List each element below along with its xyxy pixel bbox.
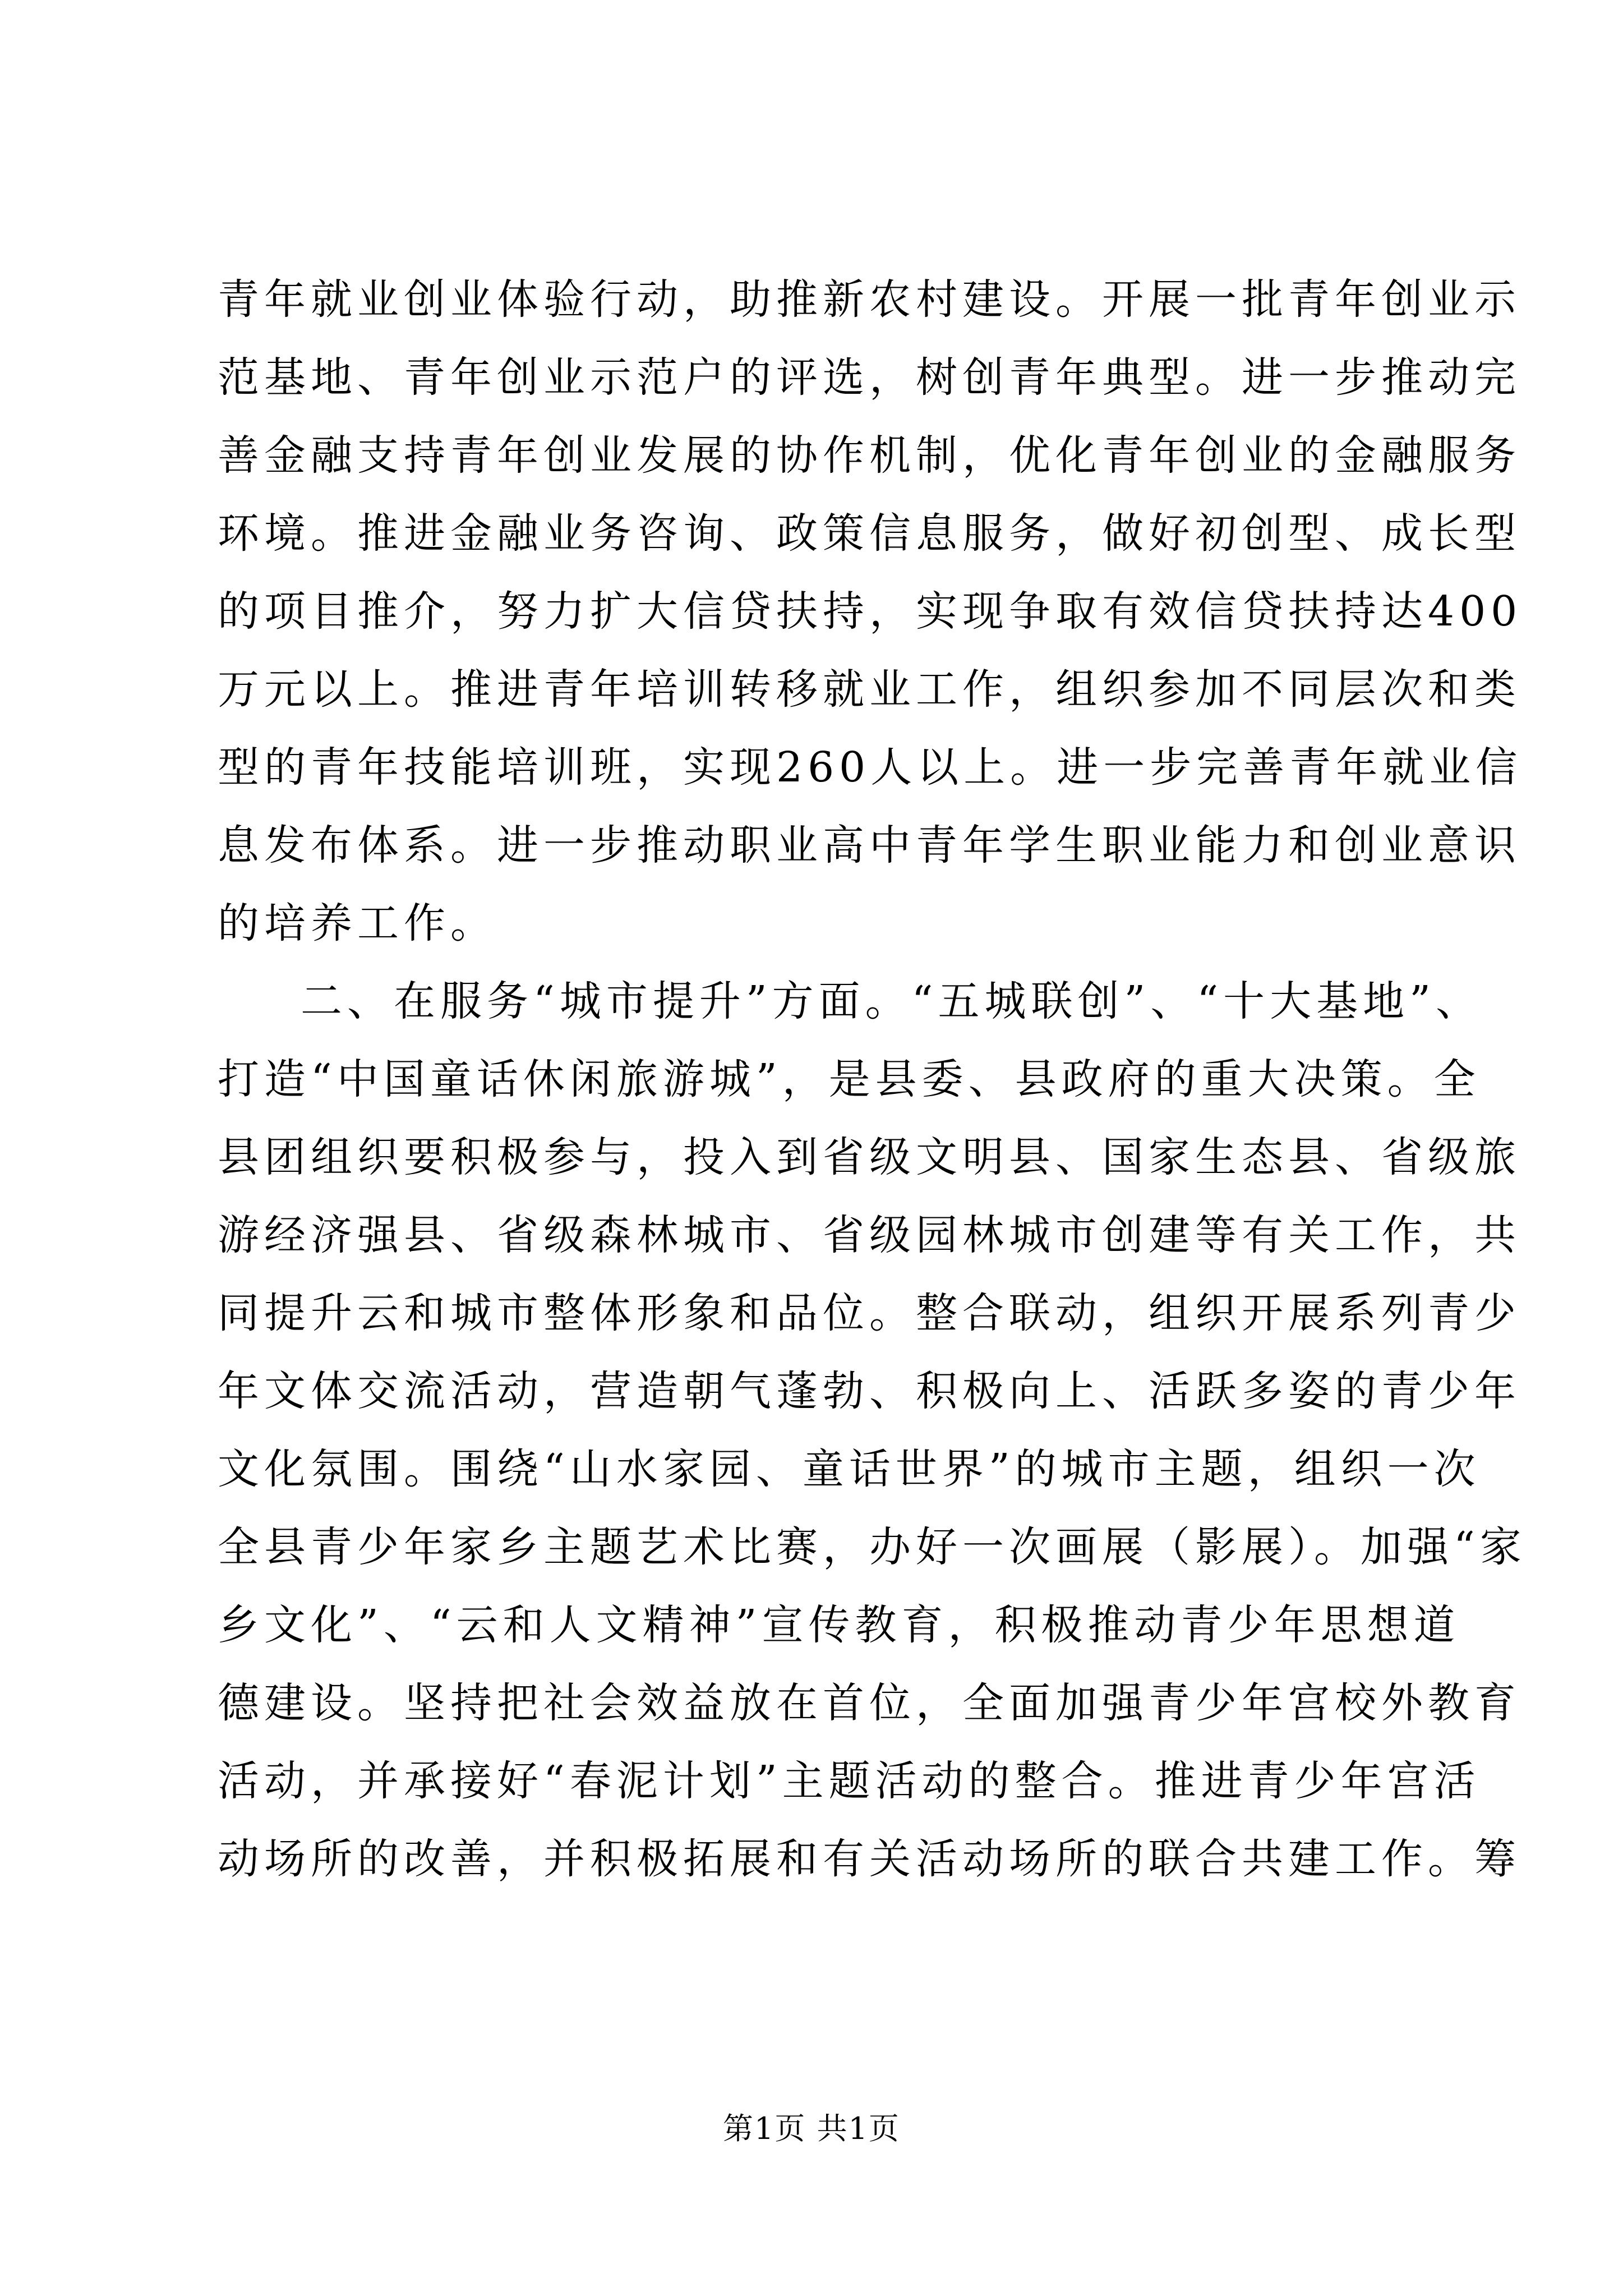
page-footer (0, 2109, 1623, 2148)
text-line: 打造“中国童话休闲旅游城”，是县委、县政府的重大决策。全 (218, 1055, 1481, 1103)
paragraph-heading: 二、在服务“城市提升”方面。“五城联创”、“十大基地”、 (301, 977, 1482, 1025)
text-line: 活动，并承接好“春泥计划”主题活动的整合。推进青少年宫活 (218, 1757, 1481, 1805)
text-line: 环境。推进金融业务咨询、政策信息服务，做好初创型、成长型 (218, 509, 1521, 558)
text-line: 乡文化”、“云和人文精神”宣传教育，积极推动青少年思想道 (218, 1601, 1460, 1649)
page-number: 第1页 共1页 (723, 2111, 900, 2146)
text-line: 文化氛围。围绕“山水家园、童话世界”的城市主题，组织一次 (218, 1445, 1481, 1493)
text-line: 全县青少年家乡主题艺术比赛，办好一次画展（影展）。加强“家 (218, 1523, 1527, 1571)
text-line: 型的青年技能培训班，实现260人以上。进一步完善青年就业信 (218, 743, 1523, 792)
text-line: 万元以上。推进青年培训转移就业工作，组织参加不同层次和类 (218, 665, 1521, 714)
text-line: 年文体交流活动，营造朝气蓬勃、积极向上、活跃多姿的青少年 (218, 1367, 1521, 1415)
text-line: 德建设。坚持把社会效益放在首位，全面加强青少年宫校外教育 (218, 1679, 1521, 1727)
text-line: 范基地、青年创业示范户的评选，树创青年典型。进一步推动完 (218, 353, 1521, 402)
body-text (218, 261, 1527, 1898)
text-line: 动场所的改善，并积极拓展和有关活动场所的联合共建工作。筹 (218, 1835, 1521, 1883)
text-line: 游经济强县、省级森林城市、省级园林城市创建等有关工作，共 (218, 1211, 1521, 1259)
text-line: 息发布体系。进一步推动职业高中青年学生职业能力和创业意识 (218, 821, 1521, 869)
text-line: 的培养工作。 (218, 899, 497, 947)
text-line: 县团组织要积极参与，投入到省级文明县、国家生态县、省级旅 (218, 1133, 1521, 1181)
text-line: 青年就业创业体验行动，助推新农村建设。开展一批青年创业示 (218, 275, 1521, 324)
text-line: 的项目推介，努力扩大信贷扶持，实现争取有效信贷扶持达400 (218, 587, 1523, 636)
text-line: 善金融支持青年创业发展的协作机制，优化青年创业的金融服务 (218, 431, 1521, 480)
text-line: 同提升云和城市整体形象和品位。整合联动，组织开展系列青少 (218, 1289, 1521, 1337)
